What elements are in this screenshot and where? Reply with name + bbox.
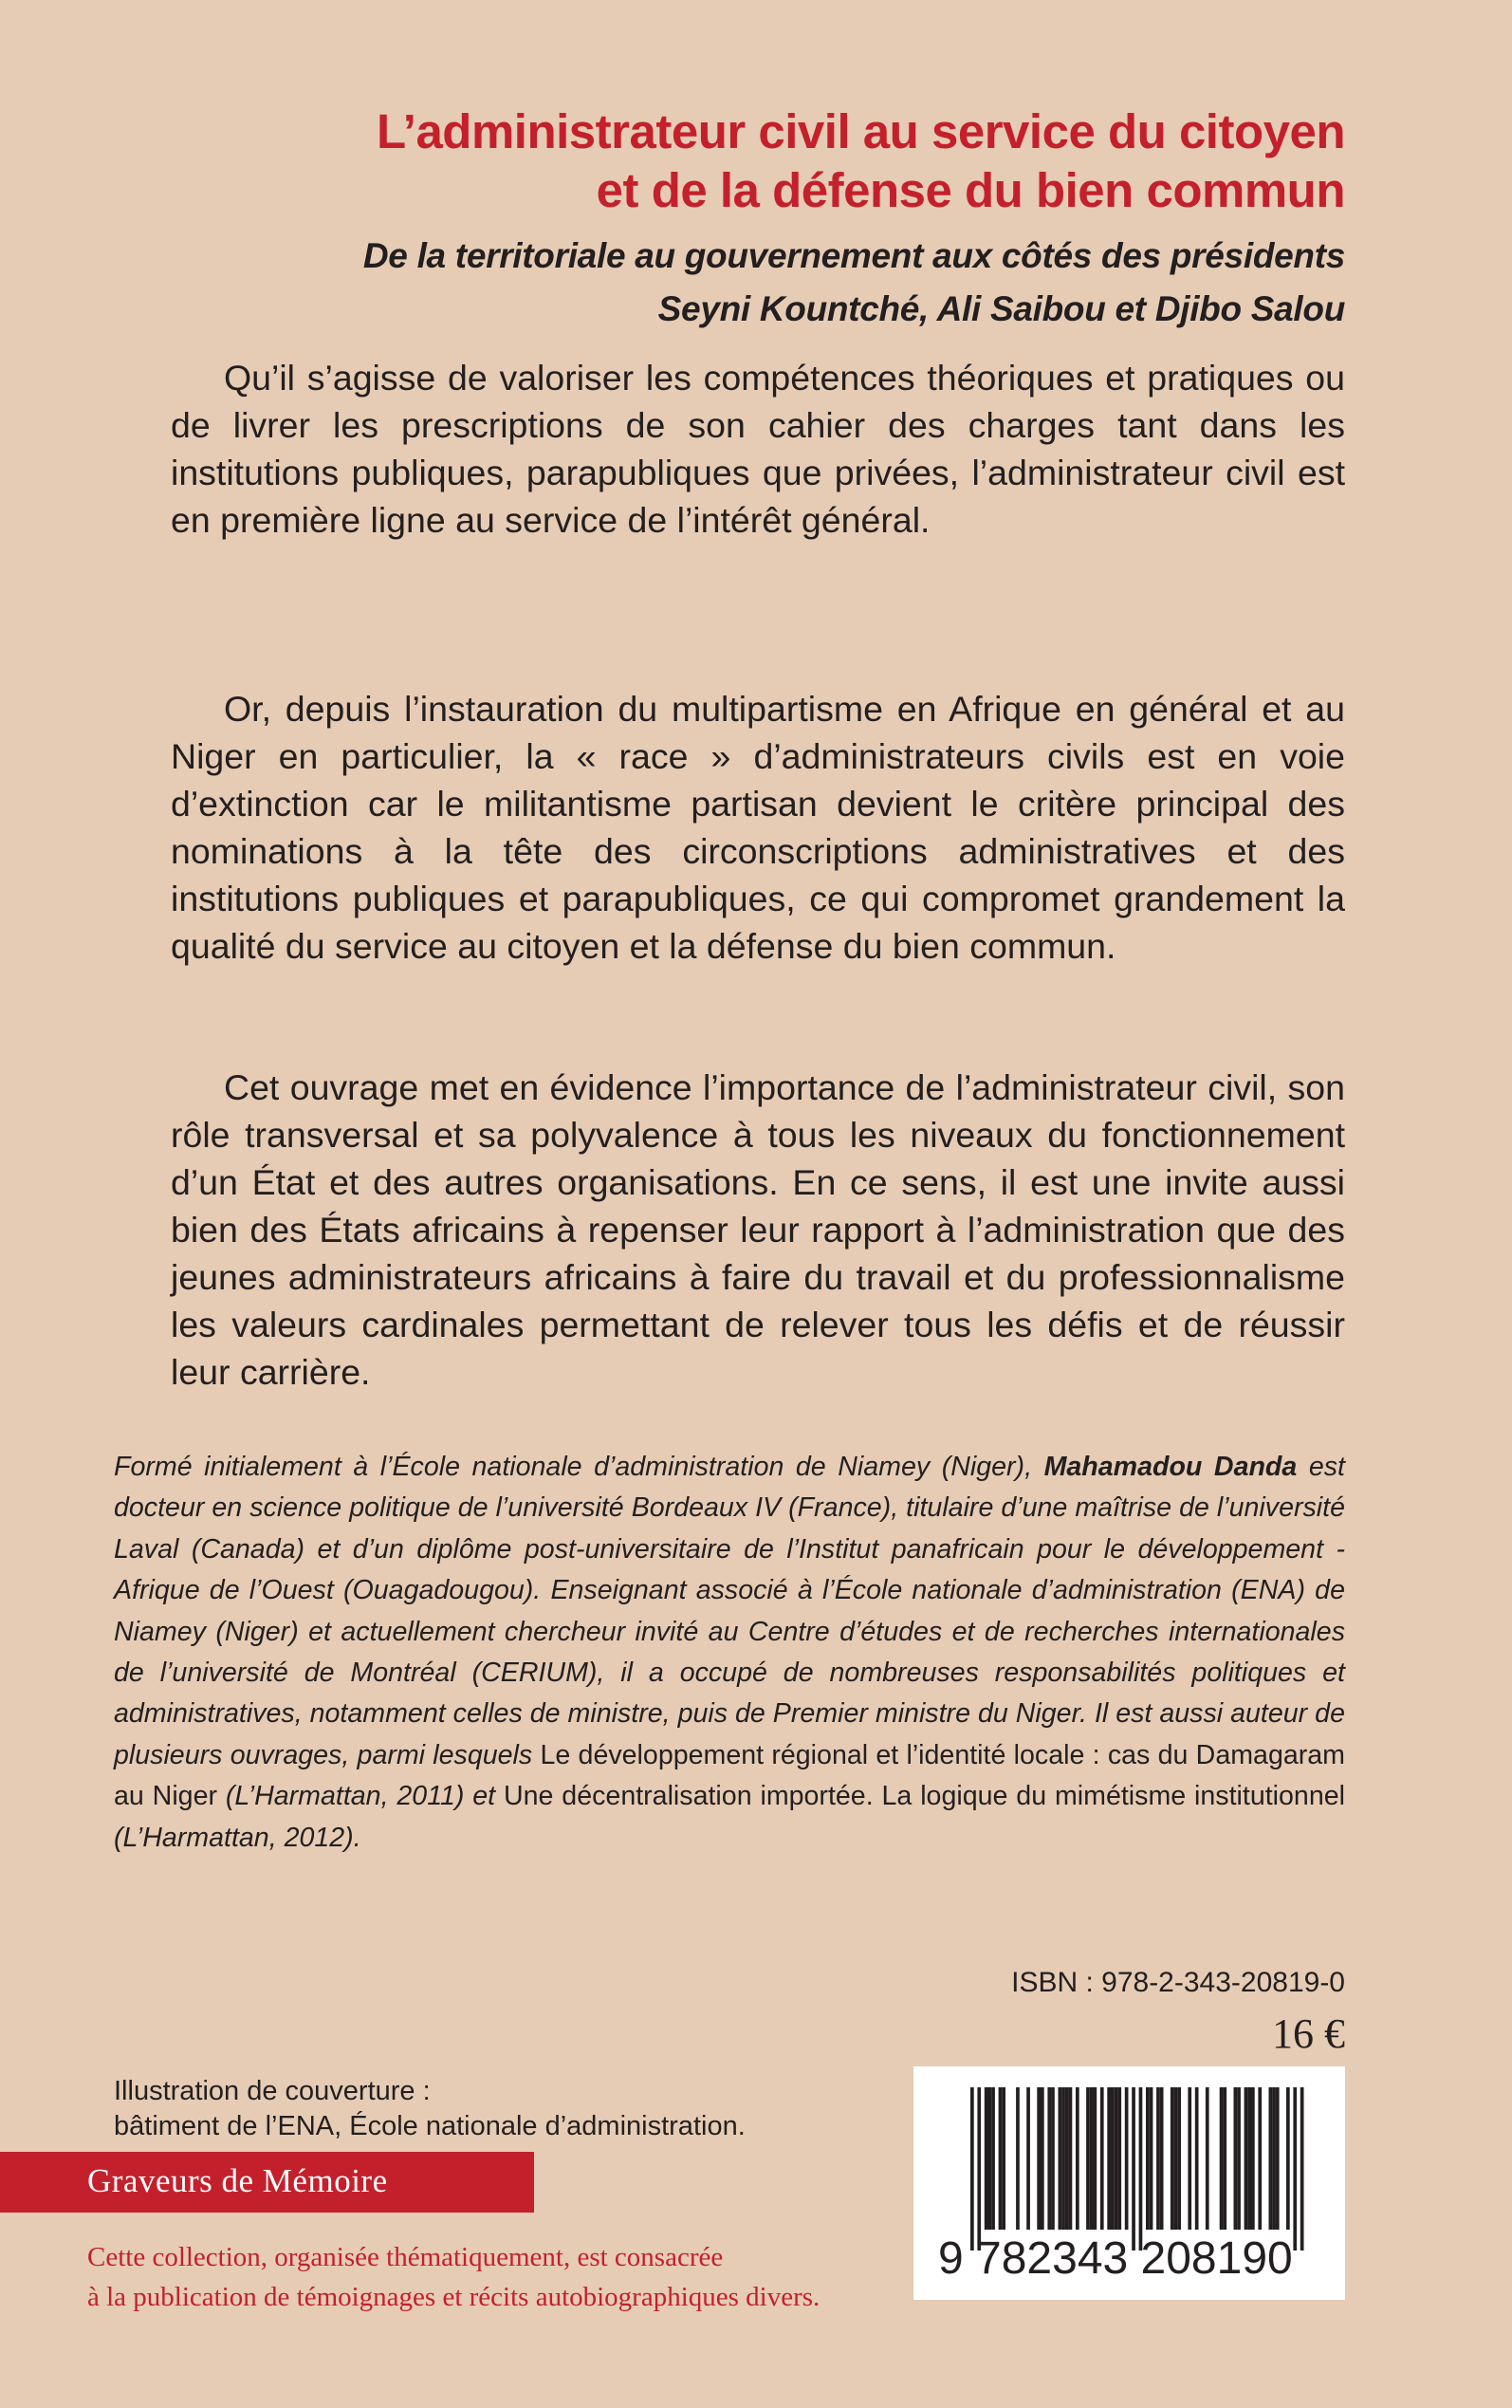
barcode-bar [1237,2087,1241,2230]
barcode-bar [1117,2087,1121,2230]
subtitle-line: Seyni Kountché, Ali Saibou et Djibo Salou [657,289,1345,328]
book-title [114,102,1345,220]
publisher-reference-2: (L’Harmattan, 2012). [114,1822,361,1853]
barcode-bar [1061,2087,1065,2230]
barcode-bar [1156,2087,1160,2230]
isbn-label: ISBN : 978-2-343-20819-0 [1011,1967,1345,1998]
barcode-bar [1234,2087,1238,2230]
collection-name: Graveurs de Mémoire [87,2162,388,2199]
barcode-bar [1100,2087,1104,2230]
bio-text: est docteur en science politique de l’université Bordeaux IV (France), titulaire d’une maîtrise de l’université Laval (Canada) et d’un diplôme post-universitaire de l’Institut panafricain pour le développement - Afrique de l’Ouest (Ouagadougou). Enseignant associé à l’École nationale d’administration (ENA) de Niamey (Niger) et actuellement chercheur invité au Centre d’études et de recherches internationales de l’université de Montréal (CERIUM), il a occupé de nombreuses responsabilités politiques et administratives, notamment celles de ministre, puis de Premier ministre du Niger. Il est aussi auteur de plusieurs ouvrages, parmi lesquels [114,1452,1345,1770]
title-line: L’administrateur civil au service du citoyen [376,104,1345,158]
author-bio [114,1447,1345,1859]
bio-intro: Formé initialement à l’École nationale d’administration de Niamey (Niger), [114,1452,1044,1482]
book-reference-1: Le développement régional et l’identité locale : cas du Damagaram au Niger [114,1739,1345,1812]
barcode-bar [988,2087,992,2230]
barcode-bar [1195,2087,1199,2230]
barcode-bar [1247,2087,1251,2230]
illustration-credit-line: Illustration de couverture : [114,2076,431,2106]
barcode-bar [1139,2087,1143,2251]
barcode-graphic [913,2066,1345,2300]
barcode [913,2066,1345,2300]
body-paragraph-1: Qu’il s’agisse de valoriser les compétences théoriques et pratiques ou de livrer les prescriptions de son cahier des charges tant dans les institutions publiques, parapubliques que privées, l’administrateur civil est en première ligne au service de l’intérêt général. [171,358,1345,540]
collection-description [87,2237,820,2317]
barcode-bar [1026,2087,1030,2230]
barcode-bar [1094,2087,1097,2230]
barcode-bar [1111,2087,1115,2230]
price-label: 16 € [1272,2010,1345,2057]
barcode-bar [1276,2087,1280,2230]
barcode-bar [1206,2087,1209,2230]
barcode-bar [1002,2087,1005,2230]
barcode-bar [1300,2087,1304,2251]
barcode-bar [970,2087,974,2251]
barcode-bar [1069,2087,1073,2230]
publisher-reference-1: (L’Harmattan, 2011) et [217,1781,504,1812]
barcode-bar [1059,2087,1062,2230]
barcode-bar [999,2087,1003,2230]
collection-description-line: Cette collection, organisée thématiquement, est consacrée [87,2242,724,2272]
barcode-bar [1065,2087,1069,2230]
barcode-bar [1041,2087,1044,2230]
barcode-bar [1150,2087,1153,2230]
barcode-bar [977,2087,981,2251]
barcode-digits: 9 782343 208190 [938,2233,1293,2284]
collection-band [0,2152,534,2213]
barcode-bar [1047,2087,1051,2230]
book-reference-2: Une décentralisation importée. La logique du mimétisme institutionnel [503,1781,1345,1812]
barcode-bar [1115,2087,1118,2230]
book-subtitle [114,230,1345,336]
body-paragraph-3: Cet ouvrage met en évidence l’importance de l’administrateur civil, son rôle transversal et sa polyvalence à tous les niveaux du fonctionnement d’un État et des autres organisations. En ce sens, il est une invite aussi bien des États africains à repenser leur rapport à l’administration que des jeunes administrateurs africains à faire du travail et du professionnalisme les valeurs cardinales permettant de relever tous les défis et de réussir leur carrière. [171,1067,1345,1392]
title-line: et de la défense du bien commun [596,163,1345,217]
author-name: Mahamadou Danda [1043,1452,1298,1482]
barcode-bar [1086,2087,1090,2230]
collection-description-line: à la publication de témoignages et récits autobiographiques divers. [87,2282,821,2312]
barcode-bar [1146,2087,1150,2230]
barcode-bar [1251,2087,1255,2230]
barcode-bar [1223,2087,1226,2230]
body-paragraph-2: Or, depuis l’instauration du multipartisme en Afrique en général et au Niger en particulier, la « race » d’administrateurs civils est en voie d’extinction car le militantisme partisan devient le critère principal des nominations à la tête des circonscriptions administratives et des institutions publiques et parapubliques, ce qui compromet grandement la qualité du service au citoyen et la défense du bien commun. [171,689,1345,966]
barcode-bar [1051,2087,1055,2230]
barcode-bar [1286,2087,1290,2230]
barcode-bar [985,2087,988,2230]
barcode-bar [1269,2087,1273,2230]
barcode-bar [1174,2087,1178,2230]
barcode-bar [1177,2087,1181,2230]
barcode-bar [1258,2087,1262,2230]
subtitle-line: De la territoriale au gouvernement aux côtés des présidents [362,236,1345,275]
barcode-bar [1220,2087,1224,2230]
barcode-bar [1188,2087,1191,2230]
barcode-bar [1160,2087,1164,2230]
barcode-bar [1125,2087,1129,2230]
barcode-bar [1293,2087,1297,2251]
barcode-bar [1037,2087,1041,2230]
barcode-bar [1090,2087,1094,2230]
barcode-bar [1076,2087,1079,2230]
barcode-bar [1171,2087,1174,2230]
illustration-credit [114,2074,746,2144]
illustration-credit-line: bâtiment de l’ENA, École nationale d’administration. [114,2111,746,2141]
barcode-bar [991,2087,995,2230]
barcode-bar [1132,2087,1135,2251]
barcode-bar [1272,2087,1276,2230]
barcode-bar [1245,2087,1248,2230]
barcode-bar [1016,2087,1020,2230]
barcode-bar [1107,2087,1111,2230]
